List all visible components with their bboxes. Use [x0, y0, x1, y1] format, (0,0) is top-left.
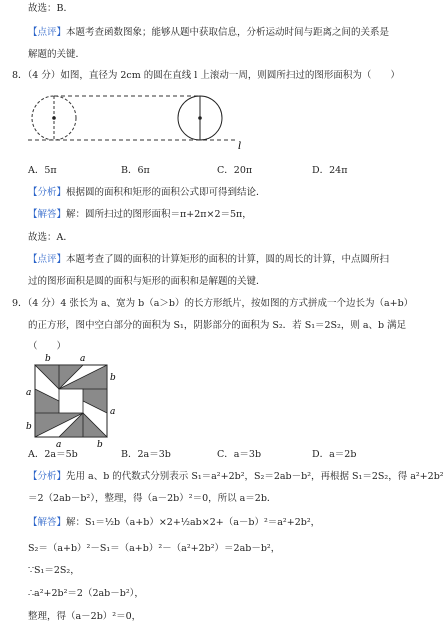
q9-solution-line5: 整理，得（a－2b）²＝0， — [28, 611, 142, 622]
comment-tag: 【点评】 — [28, 254, 67, 265]
analysis-tag: 【分析】 — [28, 187, 67, 198]
q9-option-b: B．2a＝3b — [121, 449, 171, 460]
label-left-a: a — [26, 388, 32, 398]
label-left-b: b — [26, 422, 32, 432]
q8-option-d: D．24π — [312, 165, 348, 176]
q8-analysis-text: 根据圆的面积和矩形的面积公式即可得到结论． — [66, 187, 266, 198]
analysis-tag: 【分析】 — [28, 471, 67, 482]
q8-comment-text: 本题考查了圆的面积的计算矩形的面积的计算，圆的周长的计算，中点圆所扫 — [66, 254, 390, 265]
line-l-label: l — [238, 141, 242, 152]
inner-square — [59, 389, 83, 413]
q9-square-figure — [24, 352, 124, 450]
q9-solution-line4: ∴a²+2b²＝2（2ab－b²）， — [28, 588, 144, 599]
q8-option-a: A．5π — [28, 165, 57, 176]
q8-stem: 8．（4 分）如图，直径为 2cm 的圆在直线 l 上滚动一周，则圆所扫过的图形面积为（ ） — [12, 70, 400, 81]
q9-solution — [28, 516, 320, 530]
label-top-b: b — [45, 354, 51, 364]
q7-comment-text: 本题考查函数图象；能够从题中获取信息，分析运动时间与距离之间的关系是 — [66, 27, 390, 38]
label-bottom-a: a — [56, 440, 62, 450]
q9-analysis-line2: ＝2（2ab－b²），整理，得（a－2b）²＝0，所以 a＝2b． — [28, 493, 277, 504]
q8-rolling-circle-figure — [28, 92, 248, 152]
label-right-a: a — [110, 407, 116, 417]
q9-stem-line3: （ ） — [28, 341, 67, 352]
q9-solution-text: 解：S₁＝½b（a+b）×2+½ab×2+（a－b）²＝a²+2b²， — [66, 517, 321, 528]
q9-option-c: C．a＝3b — [217, 449, 262, 460]
comment-tag: 【点评】 — [28, 27, 67, 38]
q8-option-b: B．6π — [121, 165, 150, 176]
q8-solution-text: 解：圆所扫过的图形面积＝π+2π×2＝5π， — [66, 209, 252, 220]
end-circle-center — [198, 116, 202, 120]
label-right-b: b — [110, 373, 116, 383]
q9-analysis — [28, 470, 444, 484]
q9-stem: 9．（4 分）4 张长为 a、宽为 b（a＞b）的长方形纸片，按如图的方式拼成一个边长为（a+b） — [12, 298, 414, 309]
q7-comment — [28, 26, 389, 40]
q8-comment — [28, 253, 389, 267]
solution-tag: 【解答】 — [28, 517, 67, 528]
q9-option-a: A．2a＝5b — [28, 449, 78, 460]
q8-comment-line2: 过的图形面积是圆的面积与矩形的面积和是解题的关键． — [28, 276, 266, 287]
q9-stem-line2: 的正方形，图中空白部分的面积为 S₁，阴影部分的面积为 S₂．若 S₁＝2S₂，则 a、b 满足 — [28, 320, 407, 331]
q8-solution — [28, 208, 252, 222]
q8-option-c: C．20π — [217, 165, 253, 176]
q9-solution-line2: S₂＝（a+b）²－S₁＝（a+b）²－（a²+2b²）＝2ab－b²， — [28, 543, 281, 554]
q9-analysis-text: 先用 a、b 的代数式分别表示 S₁＝a²+2b²，S₂＝2ab－b²，再根据 S₁＝2S₂，得 a²+2b² — [66, 471, 444, 482]
q8-analysis — [28, 186, 266, 200]
label-bottom-b: b — [97, 440, 103, 450]
label-top-a: a — [80, 354, 86, 364]
q7-comment-line2: 解题的关键． — [28, 49, 86, 60]
q9-solution-line3: ∵S₁＝2S₂， — [28, 565, 80, 576]
q8-answer: 故选：A． — [28, 232, 73, 243]
start-circle-center — [52, 116, 56, 120]
q9-option-d: D．a＝2b — [312, 449, 357, 460]
solution-tag: 【解答】 — [28, 209, 67, 220]
q7-answer: 故选：B． — [28, 3, 73, 14]
